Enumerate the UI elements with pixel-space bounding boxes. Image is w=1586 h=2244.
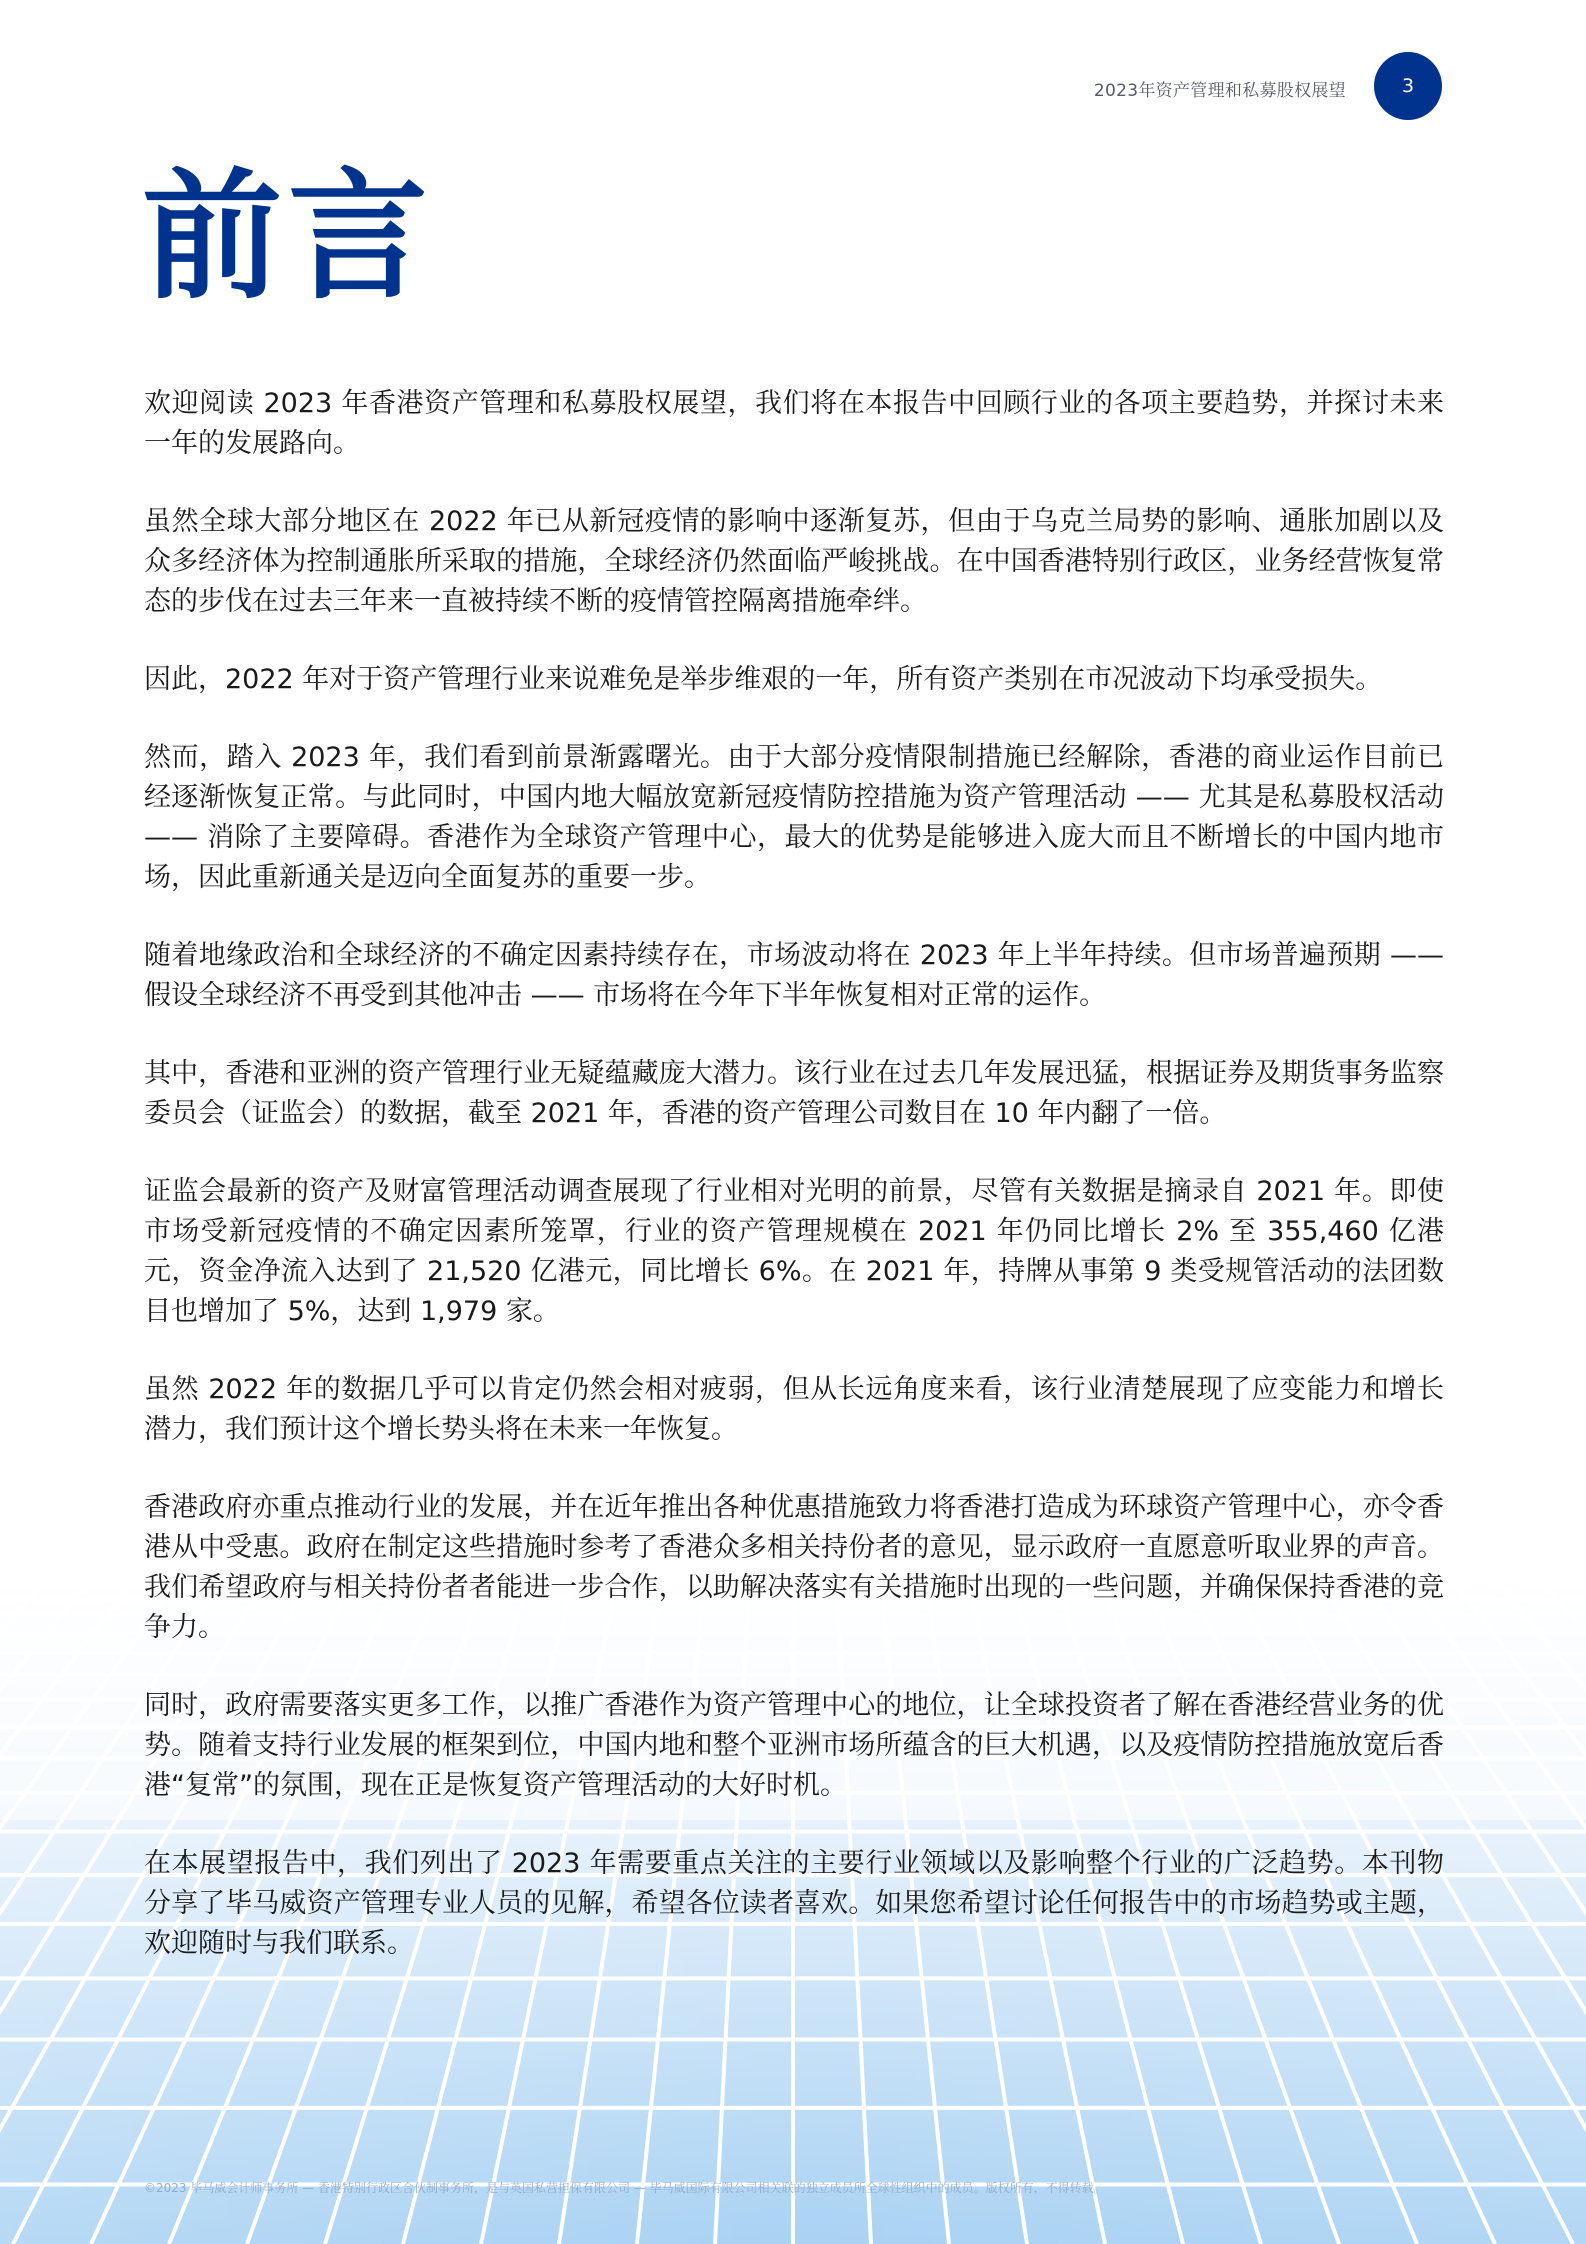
report-title: 2023年资产管理和私募股权展望 [1093,81,1346,101]
paragraph: 香港政府亦重点推动行业的发展，并在近年推出各种优惠措施致力将香港打造成为环球资产管理中心，亦令香港从中受惠。政府在制定这些措施时参考了香港众多相关持份者的意见，显示政府一直愿意听取业界的声音。我们希望政府与相关持份者者能进一步合作，以助解决落实有关措施时出现的一些问题，并确保保持香港的竞争力。 [144,1492,1444,1643]
paragraph: 在本展望报告中，我们列出了 2023 年需要重点关注的主要行业领域以及影响整个行业的广泛趋势。本刊物分享了毕马威资产管理专业人员的见解，希望各位读者喜欢。如果您希望讨论任何报告中的市场趋势或主题，欢迎随时与我们联系。 [144,1848,1444,1959]
page-number-badge: 3 [1374,52,1442,120]
paragraph: 然而，踏入 2023 年，我们看到前景渐露曙光。由于大部分疫情限制措施已经解除，香港的商业运作目前已经逐渐恢复正常。与此同时，中国内地大幅放宽新冠疫情防控措施为资产管理活动 —— 尤其是私募股权活动 —— 消除了主要障碍。香港作为全球资产管理中心，最大的优势是能够进入庞大而且不断增长的中国内地市场，因此重新通关是迈向全面复苏的重要一步。 [144,742,1444,893]
body-text [144,384,1444,2002]
paragraph: 因此，2022 年对于资产管理行业来说难免是举步维艰的一年，所有资产类别在市况波动下均承受损失。 [144,664,1383,695]
paragraph: 虽然全球大部分地区在 2022 年已从新冠疫情的影响中逐渐复苏，但由于乌克兰局势的影响、通胀加剧以及众多经济体为控制通胀所采取的措施，全球经济仍然面临严峻挑战。在中国香港特别行政区，业务经营恢复常态的步伐在过去三年来一直被持续不断的疫情管控隔离措施牵绊。 [144,506,1444,617]
paragraph: 欢迎阅读 2023 年香港资产管理和私募股权展望，我们将在本报告中回顾行业的各项主要趋势，并探讨未来一年的发展路向。 [144,388,1444,459]
page-title: 前言 [142,156,435,319]
paragraph: 证监会最新的资产及财富管理活动调查展现了行业相对光明的前景，尽管有关数据是摘录自 2021 年。即使市场受新冠疫情的不确定因素所笼罩，行业的资产管理规模在 2021 年仍同比增长 2% 至 355,460 亿港元，资金净流入达到了 21,520 亿港元，同比增长 6%。在 2021 年，持牌从事第 9 类受规管活动的法团数目也增加了 5%，达到 1,979 家。 [144,1176,1444,1327]
paragraph: 其中，香港和亚洲的资产管理行业无疑蕴藏庞大潜力。该行业在过去几年发展迅猛，根据证券及期货事务监察委员会（证监会）的数据，截至 2021 年，香港的资产管理公司数目在 10 年内翻了一倍。 [144,1058,1444,1129]
paragraph: 虽然 2022 年的数据几乎可以肯定仍然会相对疲弱，但从长远角度来看，该行业清楚展现了应变能力和增长潜力，我们预计这个增长势头将在未来一年恢复。 [144,1374,1444,1445]
paragraph: 随着地缘政治和全球经济的不确定因素持续存在，市场波动将在 2023 年上半年持续。但市场普遍预期 —— 假设全球经济不再受到其他冲击 —— 市场将在今年下半年恢复相对正常的运作。 [144,940,1444,1011]
paragraph: 同时，政府需要落实更多工作，以推广香港作为资产管理中心的地位，让全球投资者了解在香港经营业务的优势。随着支持行业发展的框架到位，中国内地和整个亚洲市场所蕴含的巨大机遇，以及疫情防控措施放宽后香港“复常”的氛围，现在正是恢复资产管理活动的大好时机。 [144,1690,1444,1801]
copyright-notice: ©2023 毕马威会计师事务所 — 香港特别行政区合伙制事务所，是与英国私营担保有限公司 — 毕马威国际有限公司相关联的独立成员所全球性组织中的成员。版权所有，不得转载。 [144,2181,1106,2195]
